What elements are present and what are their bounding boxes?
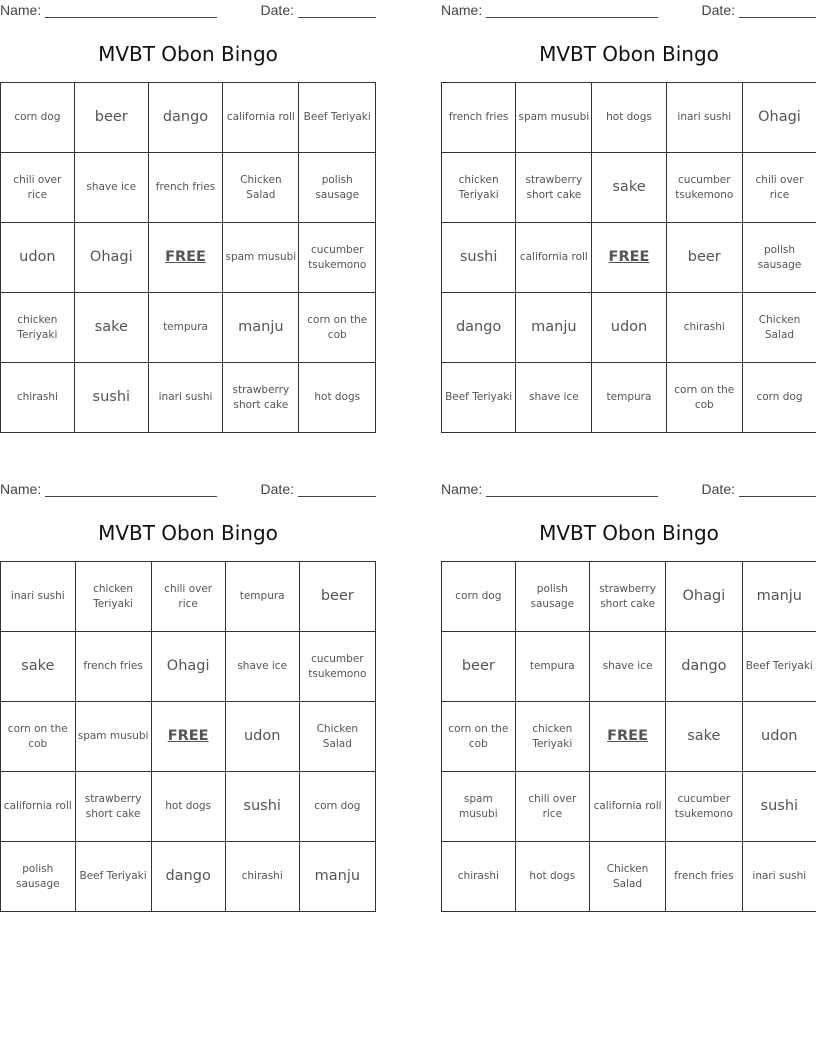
bingo-cell[interactable]: udon [225, 702, 299, 772]
bingo-cell[interactable]: french fries [148, 153, 222, 223]
bingo-cell[interactable]: Ohagi [74, 223, 148, 293]
bingo-cell[interactable]: Ohagi [151, 632, 225, 702]
free-space-cell[interactable]: FREE [151, 702, 225, 772]
bingo-cell[interactable]: french fries [666, 842, 742, 912]
name-label-text: Name: [441, 481, 483, 497]
name-blank-line[interactable] [486, 4, 658, 18]
bingo-cell[interactable]: corn dog [442, 562, 516, 632]
bingo-cell[interactable]: polish sausage [742, 223, 816, 293]
bingo-cell[interactable]: spam musubi [442, 772, 516, 842]
card-title: MVBT Obon Bingo [539, 42, 719, 66]
date-blank-line[interactable] [739, 4, 816, 18]
bingo-cell[interactable]: strawberry short cake [75, 772, 151, 842]
bingo-row [442, 772, 816, 842]
date-blank-line[interactable] [298, 4, 376, 18]
date-label-text: Date: [260, 481, 294, 497]
name-label [441, 2, 658, 18]
bingo-card [0, 0, 376, 440]
bingo-card [0, 479, 376, 919]
bingo-cell[interactable]: sushi [74, 363, 148, 433]
bingo-cell[interactable]: chili over rice [1, 153, 75, 223]
free-space-cell[interactable]: FREE [592, 223, 666, 293]
bingo-cell[interactable]: dango [442, 293, 516, 363]
date-blank-line[interactable] [298, 483, 376, 497]
bingo-cell[interactable]: cucumber tsukemono [299, 632, 375, 702]
bingo-cell[interactable]: chirashi [1, 363, 75, 433]
bingo-cell[interactable]: shave ice [589, 632, 665, 702]
name-label [441, 481, 658, 497]
bingo-cell[interactable]: california roll [516, 223, 592, 293]
bingo-grid [0, 561, 376, 912]
bingo-cell[interactable]: chirashi [225, 842, 299, 912]
bingo-row [442, 562, 816, 632]
bingo-cell[interactable]: inari sushi [1, 562, 76, 632]
bingo-cell[interactable]: sake [1, 632, 76, 702]
bingo-card [441, 479, 816, 919]
bingo-cell[interactable]: beer [442, 632, 516, 702]
bingo-cell[interactable]: california roll [1, 772, 76, 842]
bingo-cell[interactable]: chirashi [442, 842, 516, 912]
bingo-cell[interactable]: Chicken Salad [589, 842, 665, 912]
bingo-cell[interactable]: polish sausage [1, 842, 76, 912]
bingo-cell[interactable]: manju [516, 293, 592, 363]
card-title: MVBT Obon Bingo [539, 521, 719, 545]
free-space-cell[interactable]: FREE [148, 223, 222, 293]
bingo-cell[interactable]: spam musubi [516, 83, 592, 153]
bingo-cell[interactable]: Chicken Salad [742, 293, 816, 363]
bingo-cell[interactable]: polish sausage [299, 153, 376, 223]
bingo-cell[interactable]: chili over rice [151, 562, 225, 632]
date-label [261, 2, 376, 18]
bingo-cell[interactable]: Ohagi [666, 562, 742, 632]
bingo-cell[interactable]: california roll [589, 772, 665, 842]
bingo-cell[interactable]: Beef Teriyaki [75, 842, 151, 912]
bingo-cell[interactable]: Beef Teriyaki [442, 363, 516, 433]
bingo-cell[interactable]: Chicken Salad [223, 153, 299, 223]
bingo-grid [441, 561, 816, 912]
bingo-row [442, 223, 816, 293]
bingo-cell[interactable]: corn dog [299, 772, 375, 842]
bingo-row [442, 363, 816, 433]
date-label-text: Date: [260, 2, 294, 18]
bingo-cell[interactable]: chicken Teriyaki [515, 702, 589, 772]
bingo-cell[interactable]: cucumber tsukemono [666, 153, 742, 223]
bingo-cell[interactable]: udon [1, 223, 75, 293]
free-space-cell[interactable]: FREE [589, 702, 665, 772]
bingo-cell[interactable]: strawberry short cake [516, 153, 592, 223]
bingo-cell[interactable]: dango [666, 632, 742, 702]
bingo-cell[interactable]: polish sausage [515, 562, 589, 632]
bingo-cell[interactable]: corn on the cob [666, 363, 742, 433]
name-date-row [0, 2, 376, 20]
bingo-cell[interactable]: sushi [442, 223, 516, 293]
bingo-row [442, 153, 816, 223]
bingo-cell[interactable]: Ohagi [742, 83, 816, 153]
bingo-card [441, 0, 816, 440]
name-date-row [0, 481, 376, 499]
bingo-row [1, 562, 376, 632]
bingo-cell[interactable]: manju [742, 562, 816, 632]
bingo-cell[interactable]: chicken Teriyaki [442, 153, 516, 223]
bingo-cell[interactable]: udon [592, 293, 666, 363]
bingo-cell[interactable]: chicken Teriyaki [1, 293, 75, 363]
bingo-grid [0, 82, 376, 433]
bingo-cell[interactable]: french fries [442, 83, 516, 153]
bingo-cell[interactable]: corn on the cob [299, 293, 376, 363]
bingo-row [442, 83, 816, 153]
bingo-row [1, 842, 376, 912]
bingo-cell[interactable]: inari sushi [742, 842, 816, 912]
bingo-row [442, 632, 816, 702]
bingo-cell[interactable]: california roll [223, 83, 299, 153]
bingo-row [1, 363, 376, 433]
bingo-cell[interactable]: sake [74, 293, 148, 363]
bingo-row [1, 153, 376, 223]
bingo-cell[interactable]: hot dogs [592, 83, 666, 153]
date-label [702, 2, 816, 18]
bingo-cell[interactable]: corn on the cob [442, 702, 516, 772]
name-label-text: Name: [0, 481, 42, 497]
bingo-cell[interactable]: corn dog [1, 83, 75, 153]
name-blank-line[interactable] [45, 4, 217, 18]
bingo-cell[interactable]: cucumber tsukemono [299, 223, 376, 293]
bingo-cell[interactable]: shave ice [225, 632, 299, 702]
bingo-cell[interactable]: tempura [592, 363, 666, 433]
bingo-row [1, 83, 376, 153]
bingo-cell[interactable]: beer [666, 223, 742, 293]
bingo-cell[interactable]: beer [299, 562, 375, 632]
bingo-row [1, 632, 376, 702]
name-label [0, 481, 217, 497]
date-label [261, 481, 376, 497]
card-title: MVBT Obon Bingo [98, 521, 278, 545]
name-label-text: Name: [441, 2, 483, 18]
bingo-row [442, 293, 816, 363]
bingo-cell[interactable]: corn dog [742, 363, 816, 433]
bingo-cell[interactable]: Beef Teriyaki [742, 632, 816, 702]
bingo-cell[interactable]: strawberry short cake [589, 562, 665, 632]
bingo-row [1, 702, 376, 772]
bingo-cell[interactable]: chili over rice [742, 153, 816, 223]
bingo-cell[interactable]: shave ice [74, 153, 148, 223]
bingo-cell[interactable]: Chicken Salad [299, 702, 375, 772]
name-date-row [441, 481, 816, 499]
date-blank-line[interactable] [739, 483, 816, 497]
bingo-row [442, 842, 816, 912]
date-label-text: Date: [701, 2, 735, 18]
card-title: MVBT Obon Bingo [98, 42, 278, 66]
bingo-cell[interactable]: chicken Teriyaki [75, 562, 151, 632]
bingo-cell[interactable]: tempura [515, 632, 589, 702]
bingo-cell[interactable]: chili over rice [515, 772, 589, 842]
bingo-cell[interactable]: corn on the cob [1, 702, 76, 772]
bingo-cell[interactable]: beer [74, 83, 148, 153]
date-label [702, 481, 816, 497]
bingo-cell[interactable]: sushi [225, 772, 299, 842]
bingo-cell[interactable]: Beef Teriyaki [299, 83, 376, 153]
bingo-cell[interactable]: sake [592, 153, 666, 223]
bingo-cell[interactable]: manju [223, 293, 299, 363]
bingo-cell[interactable]: sake [666, 702, 742, 772]
name-blank-line[interactable] [45, 483, 217, 497]
bingo-cell[interactable]: inari sushi [666, 83, 742, 153]
bingo-cell[interactable]: hot dogs [151, 772, 225, 842]
bingo-row [1, 772, 376, 842]
bingo-cell[interactable]: manju [299, 842, 375, 912]
name-label [0, 2, 217, 18]
bingo-cell[interactable]: hot dogs [299, 363, 376, 433]
name-label-text: Name: [0, 2, 42, 18]
date-label-text: Date: [701, 481, 735, 497]
bingo-cell[interactable]: sushi [742, 772, 816, 842]
bingo-cell[interactable]: dango [151, 842, 225, 912]
bingo-cell[interactable]: inari sushi [148, 363, 222, 433]
bingo-row [1, 223, 376, 293]
bingo-cell[interactable]: chirashi [666, 293, 742, 363]
bingo-cell[interactable]: strawberry short cake [223, 363, 299, 433]
bingo-cell[interactable]: tempura [225, 562, 299, 632]
bingo-cell[interactable]: spam musubi [223, 223, 299, 293]
bingo-row [442, 702, 816, 772]
bingo-row [1, 293, 376, 363]
bingo-cell[interactable]: spam musubi [75, 702, 151, 772]
bingo-cell[interactable]: tempura [148, 293, 222, 363]
name-date-row [441, 2, 816, 20]
bingo-cell[interactable]: french fries [75, 632, 151, 702]
bingo-cell[interactable]: dango [148, 83, 222, 153]
name-blank-line[interactable] [486, 483, 658, 497]
bingo-grid [441, 82, 816, 433]
bingo-cell[interactable]: shave ice [516, 363, 592, 433]
bingo-cell[interactable]: cucumber tsukemono [666, 772, 742, 842]
bingo-cell[interactable]: hot dogs [515, 842, 589, 912]
bingo-cell[interactable]: udon [742, 702, 816, 772]
